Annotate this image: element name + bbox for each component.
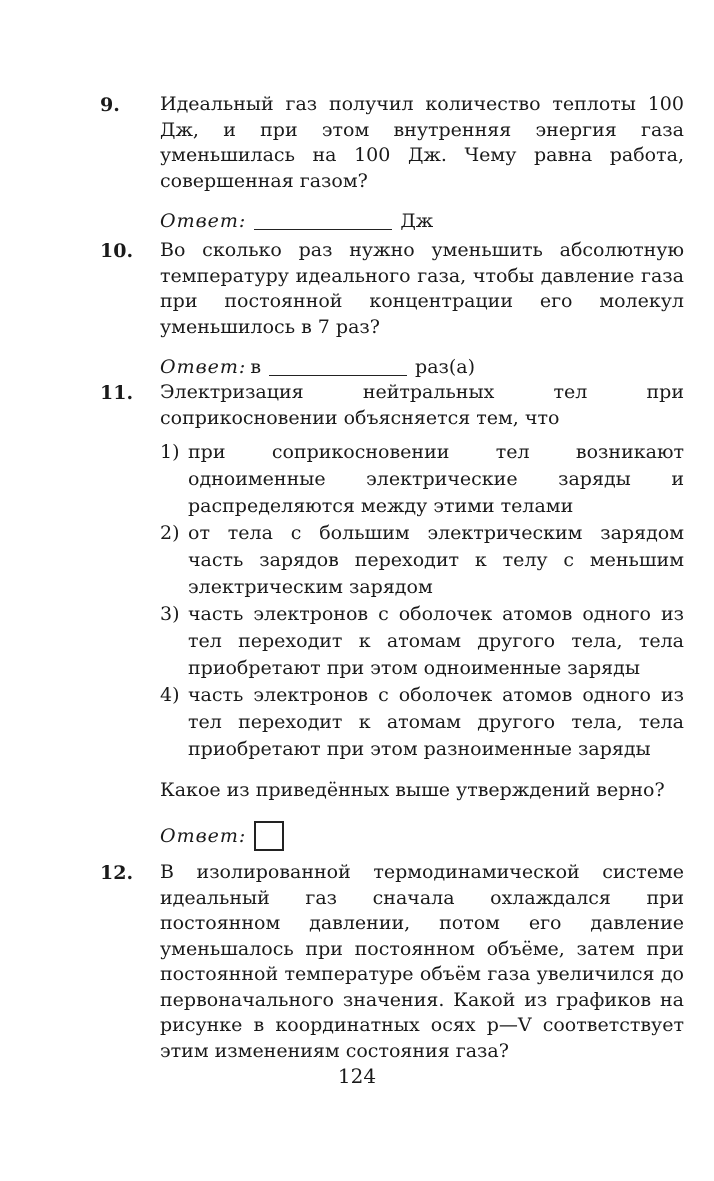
answer-row (160, 354, 684, 380)
answer-row (160, 208, 684, 234)
question-followup: Какое из приведённых выше утверждений верно? (160, 779, 665, 801)
question-10 (100, 238, 684, 380)
question-text: Электризация нейтральных тел при соприкосновении объясняется тем, что (160, 381, 684, 429)
option-number: 4) (160, 684, 180, 706)
answer-box[interactable] (254, 821, 284, 851)
answer-label: Ответ: (160, 210, 247, 232)
answer-input-line[interactable] (269, 357, 407, 376)
option-4 (160, 682, 684, 763)
option-2 (160, 520, 684, 601)
option-text: при соприкосновении тел возникают одноименные электрические заряды и распределяются между этими телами (188, 441, 684, 517)
answer-input-line[interactable] (254, 211, 392, 230)
question-9 (100, 92, 684, 234)
options-list (160, 439, 684, 763)
question-text: Идеальный газ получил количество теплоты 100 Дж, и при этом внутренняя энергия газа уменьшилась на 100 Дж. Чему равна работа, совершенная газом? (160, 93, 684, 192)
option-number: 1) (160, 441, 180, 463)
option-text: часть электронов с оболочек атомов одного из тел переходит к атомам другого тела, тела приобретают при этом разноименные заряды (188, 684, 684, 760)
page-number: 124 (337, 1064, 377, 1088)
answer-row (160, 821, 684, 851)
question-number: 11. (100, 382, 134, 404)
option-3 (160, 601, 684, 682)
answer-label: Ответ: (160, 356, 247, 378)
answer-unit: раз(а) (415, 356, 476, 378)
option-text: от тела с большим электрическим зарядом часть зарядов переходит к телу с меньшим электрическим зарядом (188, 522, 684, 598)
question-text: Во сколько раз нужно уменьшить абсолютную температуру идеального газа, чтобы давление газа при постоянной концентрации его молекул уменьшилось в 7 раз? (160, 239, 684, 338)
question-number: 9. (100, 94, 120, 116)
option-number: 3) (160, 603, 180, 625)
option-1 (160, 439, 684, 520)
question-11 (100, 380, 684, 851)
option-text: часть электронов с оболочек атомов одного из тел переходит к атомам другого тела, тела приобретают при этом одноименные заряды (188, 603, 684, 679)
answer-label: Ответ: (160, 825, 247, 847)
question-text: В изолированной термодинамической системе идеальный газ сначала охлаждался при постоянном давлении, потом его давление уменьшалось при постоянном объёме, затем при постоянной температуре объём газа увеличился до первоначального значения. Какой из графиков на рисунке в координатных осях p—V соответствует этим изменениям состояния газа? (160, 861, 684, 1062)
question-number: 12. (100, 862, 134, 884)
option-number: 2) (160, 522, 180, 544)
answer-prefix: в (250, 356, 262, 378)
question-number: 10. (100, 240, 134, 262)
answer-unit: Дж (400, 210, 434, 232)
question-12 (100, 860, 684, 1064)
